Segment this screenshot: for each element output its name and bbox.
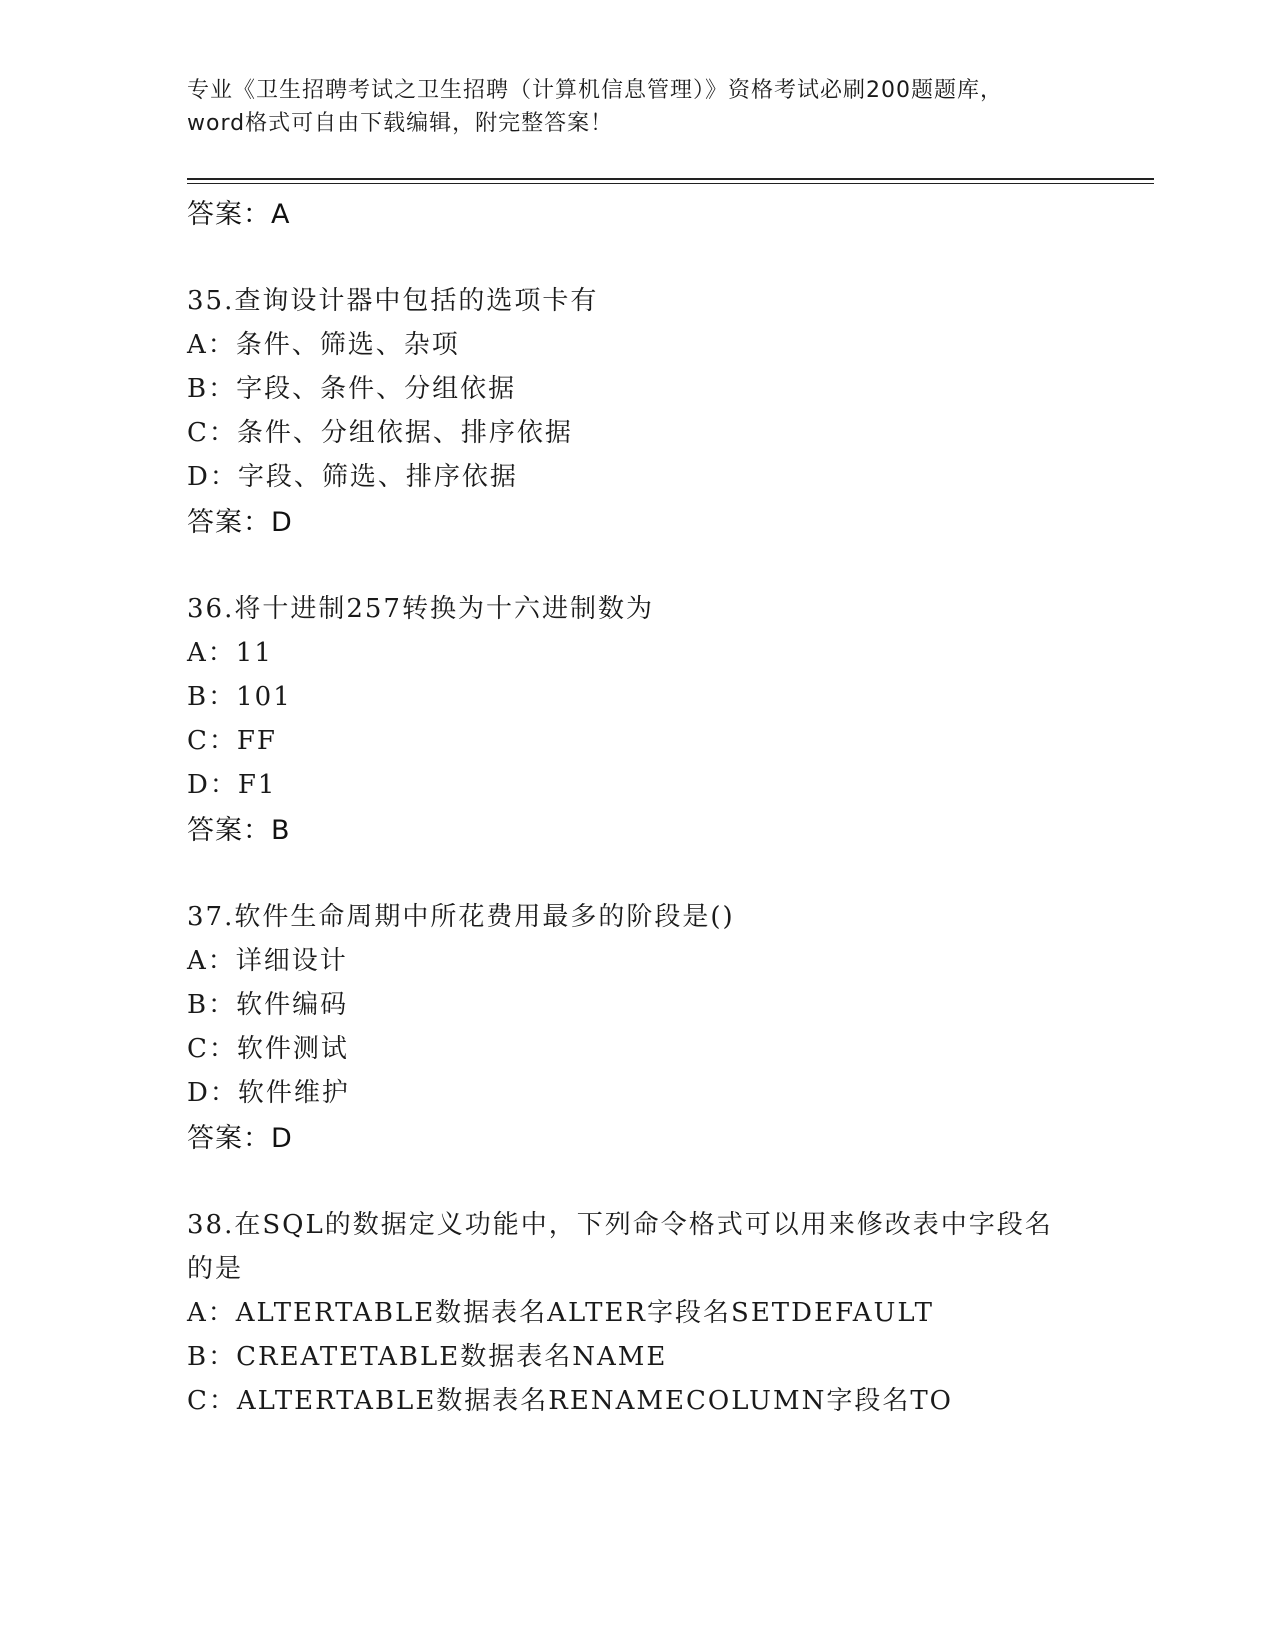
question-38-option-c: C：ALTERTABLE数据表名RENAMECOLUMN字段名TO bbox=[187, 1386, 953, 1416]
question-36-answer: 答案：B bbox=[187, 815, 291, 846]
question-37-answer: 答案：D bbox=[187, 1123, 293, 1154]
header-line-1: 专业《卫生招聘考试之卫生招聘（计算机信息管理）》资格考试必刷200题题库， bbox=[187, 78, 1003, 103]
question-38-stem-line-2: 的是 bbox=[187, 1254, 244, 1284]
question-37-option-d: D：软件维护 bbox=[187, 1078, 350, 1108]
question-36-option-c: C：FF bbox=[187, 726, 277, 756]
question-38-option-b: B：CREATETABLE数据表名NAME bbox=[187, 1342, 668, 1372]
question-36-stem: 36.将十进制257转换为十六进制数为 bbox=[187, 594, 654, 624]
question-38-stem-line-1: 38.在SQL的数据定义功能中，下列命令格式可以用来修改表中字段名 bbox=[187, 1210, 1053, 1240]
header-line-2: word格式可自由下载编辑，附完整答案！ bbox=[187, 111, 614, 136]
header-divider-thin bbox=[187, 183, 1154, 184]
question-37-option-c: C：软件测试 bbox=[187, 1034, 349, 1064]
question-37-stem: 37.软件生命周期中所花费用最多的阶段是() bbox=[187, 902, 735, 932]
question-35-option-b: B：字段、条件、分组依据 bbox=[187, 374, 517, 404]
question-35-option-d: D：字段、筛选、排序依据 bbox=[187, 462, 518, 492]
question-35-answer: 答案：D bbox=[187, 507, 293, 538]
question-36-option-a: A：11 bbox=[187, 638, 273, 668]
header-divider-thick bbox=[187, 178, 1154, 180]
question-35-stem: 35.查询设计器中包括的选项卡有 bbox=[187, 286, 599, 316]
question-37-option-b: B：软件编码 bbox=[187, 990, 349, 1020]
answer-top: 答案：A bbox=[187, 199, 291, 230]
question-36-option-d: D：F1 bbox=[187, 770, 277, 800]
question-35-option-a: A：条件、筛选、杂项 bbox=[187, 330, 460, 360]
question-37-option-a: A：详细设计 bbox=[187, 946, 348, 976]
question-35-option-c: C：条件、分组依据、排序依据 bbox=[187, 418, 573, 448]
document-header bbox=[187, 74, 1087, 140]
question-38-option-a: A：ALTERTABLE数据表名ALTER字段名SETDEFAULT bbox=[187, 1298, 934, 1328]
question-36-option-b: B：101 bbox=[187, 682, 292, 712]
